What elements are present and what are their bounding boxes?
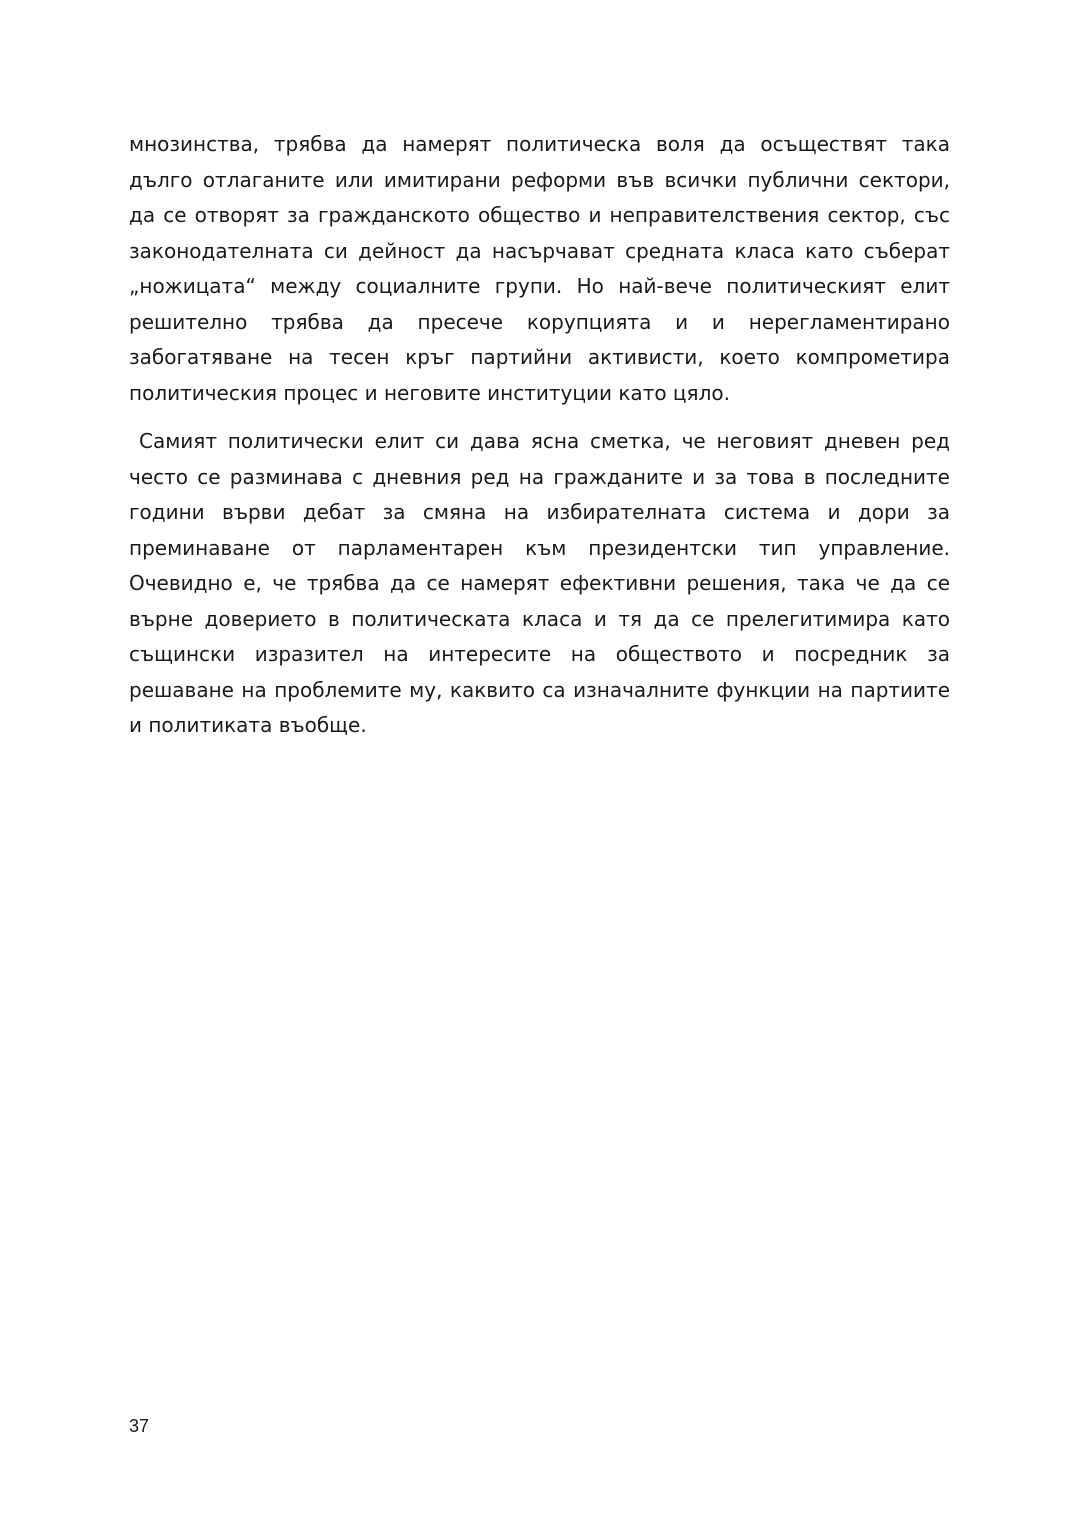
paragraph-2: Самият политически елит си дава ясна сметка, че неговият дневен ред често се разминава с дневния ред на гражданите и за това в последните години върви дебат за смяна на избирателната система и дори за преминаване от парламентарен към президентски тип управление. Очевидно е, че трябва да се намерят ефективни решения, така че да се върне доверието в политическата класа и тя да се прелегитимира като същински изразител на интересите на обществото и посредник за решаване на проблемите му, каквито са изначалните функции на партиите и политиката въобще. [129, 429, 950, 737]
page-number: 37 [129, 1416, 150, 1436]
paragraph-1: мнозинства, трябва да намерят политическа воля да осъществят така дълго отлаганите или имитирани реформи във всички публични сектори, да се отворят за гражданското общество и неправителствения сектор, със законодателната си дейност да насърчават средната класа като съберат „ножицата“ между социалните групи. Но най-вече политическият елит решително трябва да пресече корупцията и и нерегламентирано забогатяване на тесен кръг партийни активисти, което компрометира политическия процес и неговите институции като цяло. [129, 132, 950, 405]
body-text [129, 127, 950, 744]
